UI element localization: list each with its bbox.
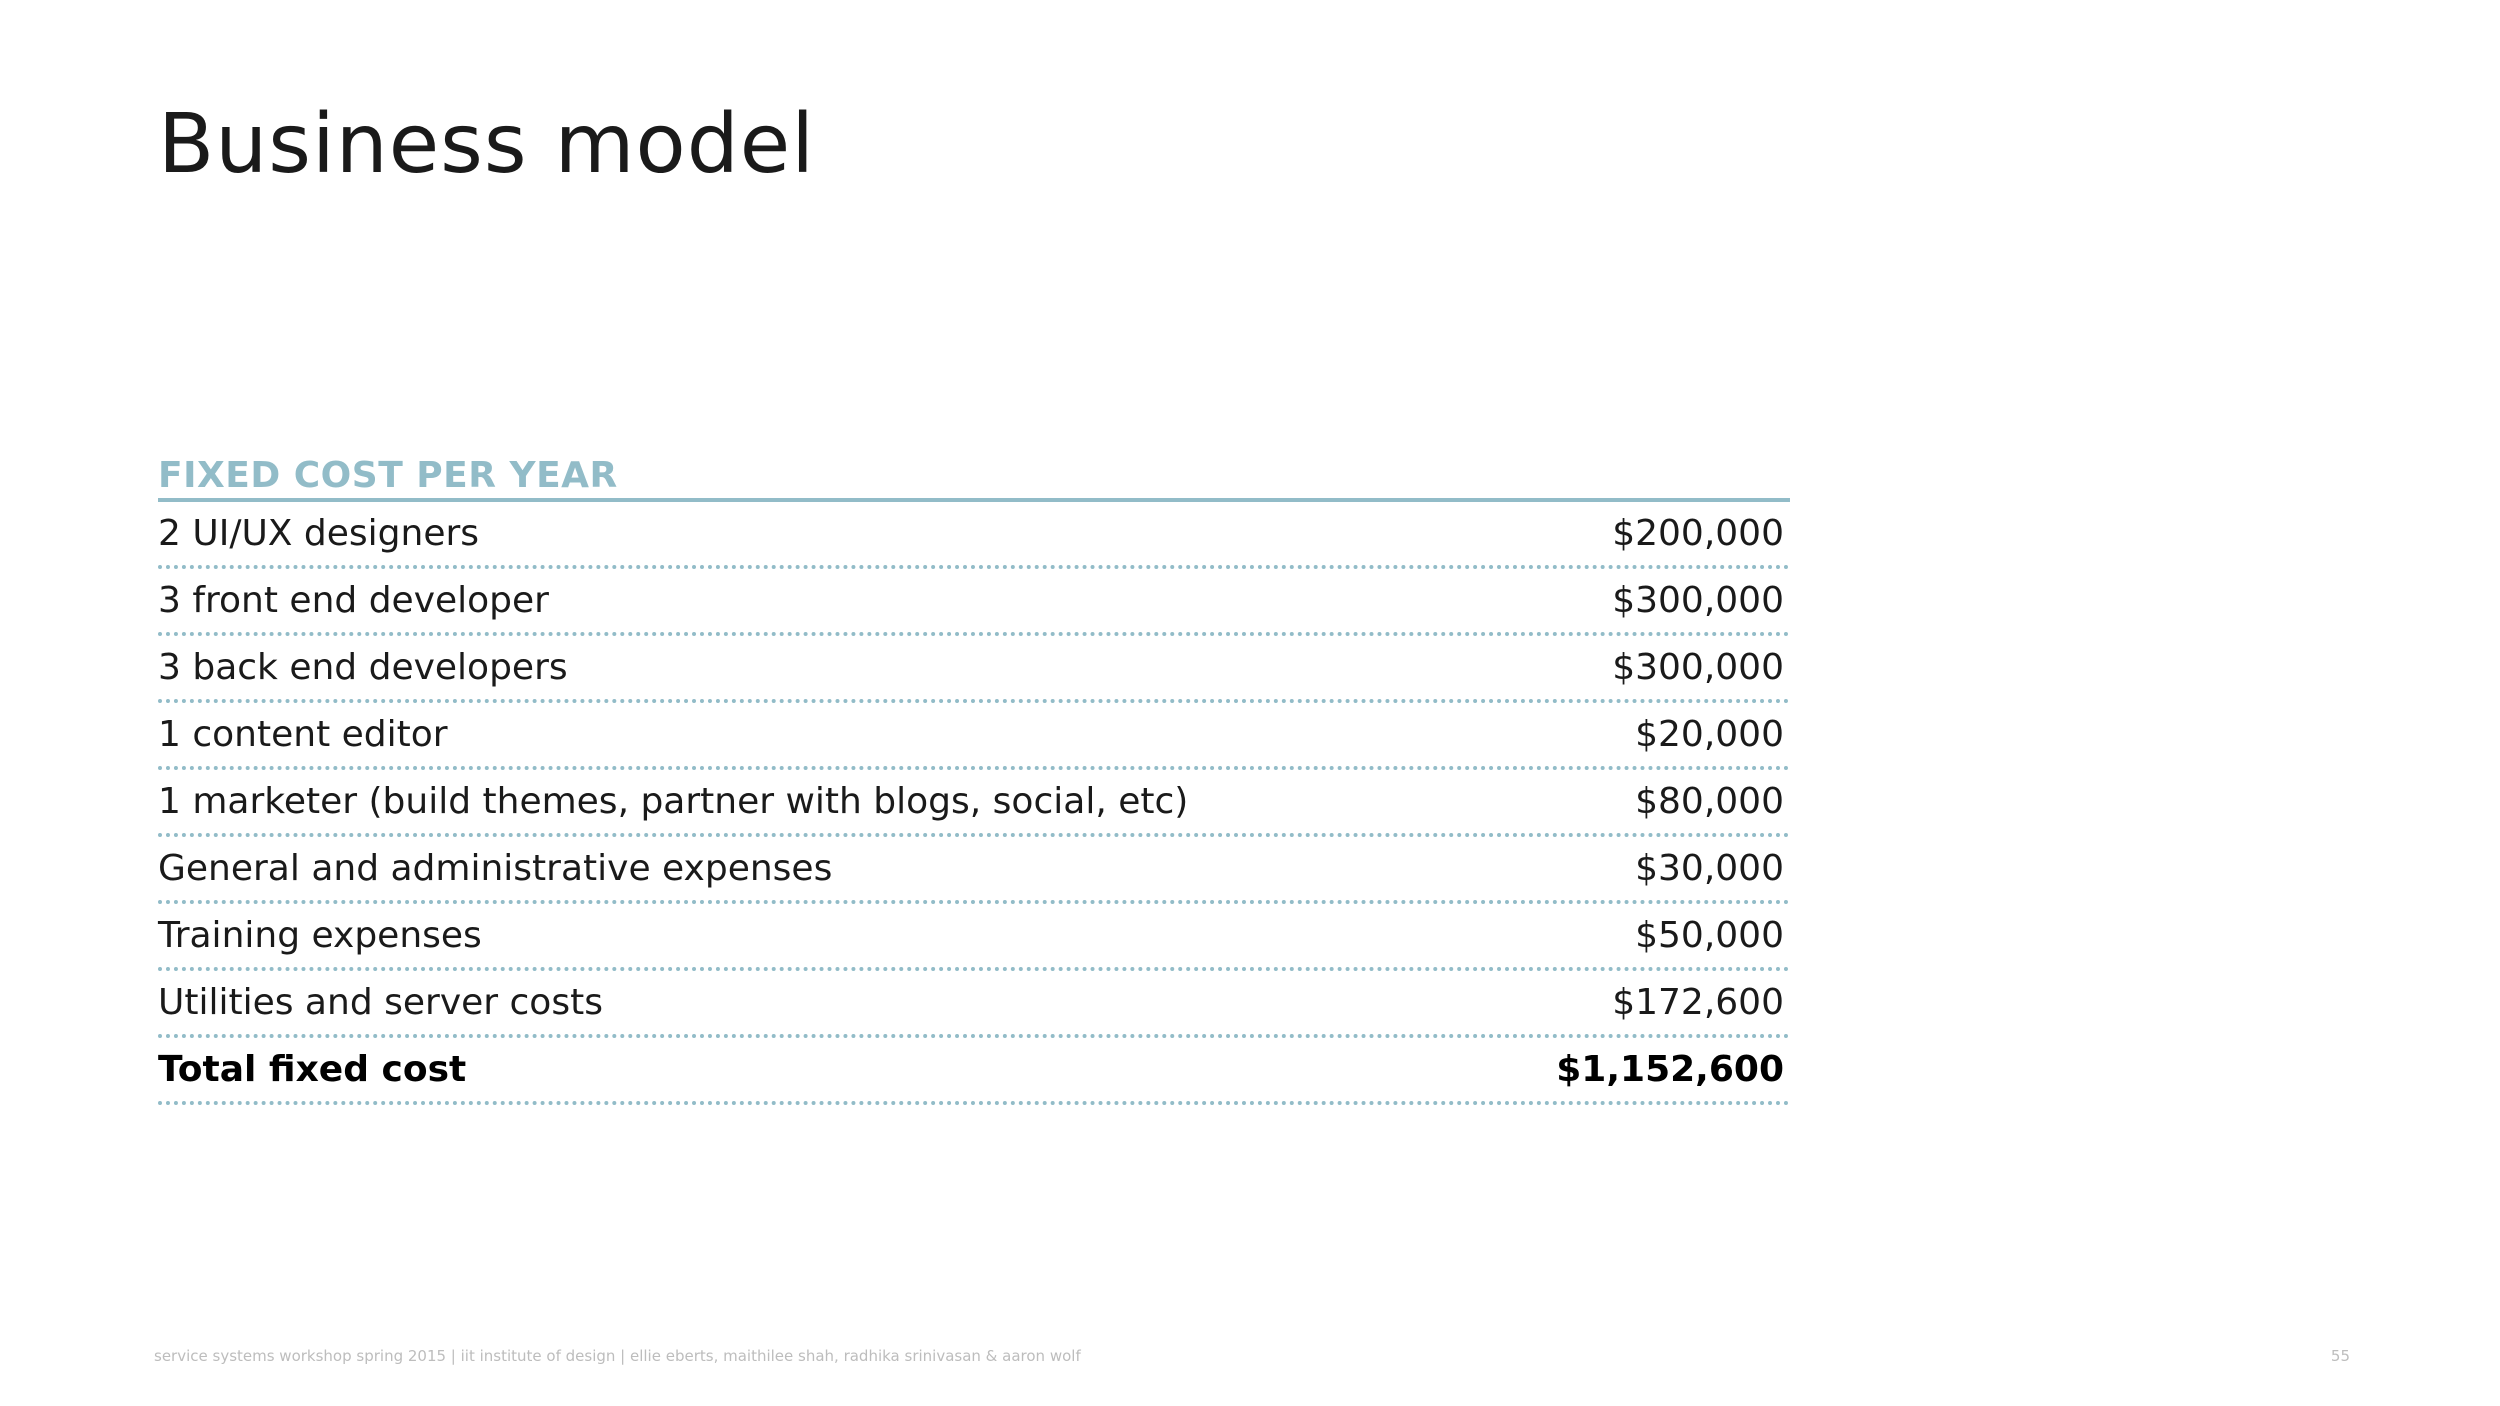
table-row	[158, 770, 1790, 837]
row-value: $20,000	[1635, 713, 1784, 755]
total-label: Total fixed cost	[158, 1048, 467, 1090]
total-value: $1,152,600	[1556, 1048, 1784, 1090]
table-row	[158, 904, 1790, 971]
row-label: 1 content editor	[158, 713, 448, 755]
row-value: $200,000	[1612, 512, 1784, 554]
cost-rows	[158, 502, 1790, 1105]
table-row	[158, 703, 1790, 770]
row-label: 3 front end developer	[158, 579, 549, 621]
table-row	[158, 837, 1790, 904]
page-number: 55	[2330, 1347, 2350, 1365]
row-label: 2 UI/UX designers	[158, 512, 480, 554]
section-heading: FIXED COST PER YEAR	[158, 455, 618, 496]
row-value: $172,600	[1612, 981, 1784, 1023]
row-label: 3 back end developers	[158, 646, 568, 688]
row-label: Utilities and server costs	[158, 981, 603, 1023]
table-row	[158, 569, 1790, 636]
row-value: $80,000	[1635, 780, 1784, 822]
row-value: $300,000	[1612, 579, 1784, 621]
fixed-cost-table	[158, 438, 1790, 1105]
row-label: 1 marketer (build themes, partner with blogs, social, etc)	[158, 780, 1189, 822]
row-label: Training expenses	[158, 914, 482, 956]
row-value: $300,000	[1612, 646, 1784, 688]
table-row	[158, 636, 1790, 703]
total-row	[158, 1038, 1790, 1105]
row-value: $50,000	[1635, 914, 1784, 956]
row-label: General and administrative expenses	[158, 847, 833, 889]
row-value: $30,000	[1635, 847, 1784, 889]
page-title: Business model	[158, 97, 815, 192]
footer-credits: service systems workshop spring 2015 | iit institute of design | ellie eberts, maithilee shah, radhika srinivasan & aaron wolf	[154, 1347, 1081, 1365]
table-row	[158, 502, 1790, 569]
table-row	[158, 971, 1790, 1038]
